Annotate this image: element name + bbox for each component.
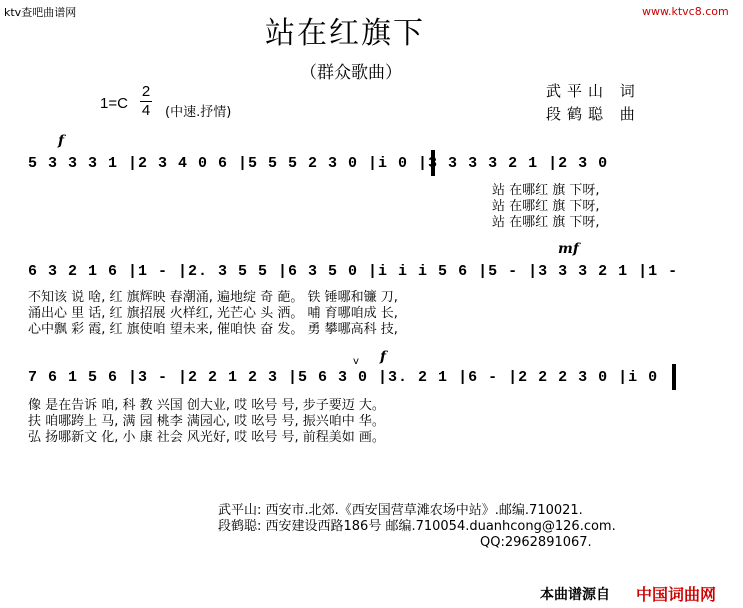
lyric-line: 弘 扬哪新文 化, 小 康 社会 风光好, 哎 吆号 号, 前程美如 画。 — [28, 430, 385, 445]
tempo-marking: (中速.抒情) — [165, 105, 232, 120]
system-2-lyrics — [28, 290, 398, 338]
system-3-notes: 7 6 1 5 6 |3 - |2 2 1 2 3 |5 6 3 0 |3. 2 1 |6 - |2 2 2 3 0 |i 0 — [28, 369, 659, 386]
source-site-link[interactable]: 中国词曲网 — [636, 585, 717, 604]
key-signature: 1=C — [100, 95, 128, 112]
system-1-notes: 5 3 3 3 1 |2 3 4 0 6 |5 5 5 2 3 0 |i 0 |3 3 3 3 2 1 |2 3 0 — [28, 155, 609, 172]
footer-line-lyricist: 武平山: 西安市.北郊.《西安国营草滩农场中站》.邮编.710021. — [218, 503, 583, 518]
lyric-line: 站 在哪红 旗 下呀, — [492, 199, 600, 214]
lyric-line: 站 在哪红 旗 下呀, — [492, 215, 600, 230]
composer-credit: 段鹤聪 曲 — [546, 105, 641, 123]
watermark-right: www.ktvc8.com — [642, 5, 729, 18]
song-subtitle: （群众歌曲） — [300, 63, 402, 83]
lyricist-credit: 武平山 词 — [546, 82, 641, 100]
time-sig-top: 2 — [141, 83, 151, 100]
lyric-line: 心中飘 彩 霞, 红 旗使咱 望未来, 催咱快 奋 发。 勇 攀哪高科 技, — [28, 322, 398, 337]
lyric-line: 站 在哪红 旗 下呀, — [492, 183, 600, 198]
dynamic-forte-2: f — [380, 349, 387, 365]
lyric-line: 像 是在告诉 咱, 科 教 兴国 创大业, 哎 吆号 号, 步子要迈 大。 — [28, 398, 385, 413]
watermark-left: ktv查吧曲谱网 — [4, 6, 77, 19]
footer-contact — [218, 503, 616, 551]
time-signature — [140, 84, 152, 119]
source-label: 本曲谱源自 — [540, 587, 610, 603]
lyric-line: 扶 咱哪跨上 马, 满 园 桃李 满园心, 哎 吆号 号, 振兴咱中 华。 — [28, 414, 385, 429]
system-2-notes: 6 3 2 1 6 |1 - |2. 3 5 5 |6 3 5 0 |i i i 5 6 |5 - |3 3 3 2 1 |1 - — [28, 263, 679, 280]
repeat-barline-start — [431, 150, 435, 176]
final-barline — [672, 364, 676, 390]
song-title: 站在红旗下 — [265, 16, 425, 51]
time-sig-bottom: 4 — [141, 102, 151, 119]
dynamic-mezzoforte: mf — [558, 241, 579, 257]
lyric-line: 涌出心 里 话, 红 旗招展 火样红, 光芒心 头 洒。 哺 育哪咱成 长, — [28, 306, 398, 321]
footer-line-composer: 段鹤聪: 西安建设西路186号 邮编.710054.duanhcong@126.com. — [218, 519, 616, 534]
breath-mark: v — [353, 356, 359, 367]
system-3-lyrics — [28, 398, 385, 446]
footer-line-qq: QQ:2962891067. — [480, 535, 592, 550]
dynamic-forte-1: f — [58, 133, 65, 149]
lyric-line: 不知该 说 啥, 红 旗辉映 春潮涌, 遍地绽 奇 葩。 铁 锤哪和镰 刀, — [28, 290, 398, 305]
system-1-lyrics — [492, 183, 600, 231]
